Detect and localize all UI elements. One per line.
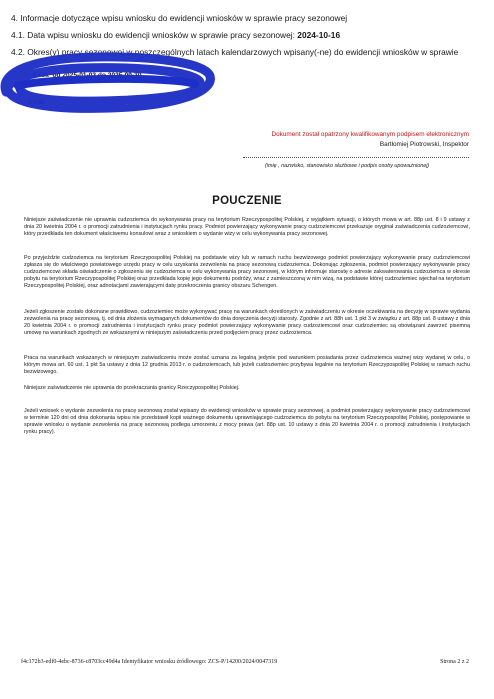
instruction-heading: POUCZENIE [212,195,282,207]
year1-label: 1 rok [33,72,49,79]
section4-date-line [11,30,340,40]
signature-caption: (imię , nazwisko, stanowisko służbowe i podpis osoby upoważnionej) [265,163,430,169]
instruction-paragraph-5: Niniejsze zaświadczenie nie uprawnia do przekraczania granicy Rzeczypospolitej Polskiej. [24,385,240,391]
section4-periods-label: 4.2. Okres(y) pracy sezonowej w poszczególnych latach kalendarzowych wpisany(-ne) do ewidencji wniosków w sprawie [11,47,459,57]
redaction-scribble [0,40,230,118]
instruction-paragraph-3: Jeżeli zgłoszenie zostało dokonane prawidłowo, cudzoziemiec może wykonywać pracę na warunkach określonych w zaświadczeniu w okresie oczekiwania na decyzję w sprawie wydania zezwolenia na pracę sezonową, tj. od dnia złożenia wymaganych dokumentów do dnia doręczenia decyzji starosty. Zgodnie z art. 88h ust. 1 pkt 3 w związku z art. 88p ust. 8 ustawy z dnia 20 kwietnia 2004 r. o promocji zatrudnienia i instytucjach rynku pracy podmiot powierzający wykonywanie pracy cudzoziemcowi oraz cudzoziemiec są obowiązani zawrzeć pisemną umowę na warunkach zgodnych ze wskazanymi w niniejszym zaświadczeniu przed podjęciem pracy przez cudzoziemca. [24,309,470,336]
instruction-paragraph-4: Praca na warunkach wskazanych w niniejszym zaświadczeniu może zostać uznana za legalną jedynie pod warunkiem posiadania przez cudzoziemca ważnej wizy wydanej w celu, o którym mowa art. 60 ust. 1 pkt 5a ustawy z dnia 12 grudnia 2013 r. o cudzoziemcach, lub jeżeli cudzoziemiec przybywa legalnie na terytorium Rzeczypospolitej Polskiej w ramach ruchu bezwizowego. [24,355,470,375]
instruction-paragraph-6: Jeżeli wniosek o wydanie zezwolenia na pracę sezonową został wpisany do ewidencji wniosków w sprawie pracy sezonowej, a podmiot powierzający wykonywanie pracy cudzoziemcowi w terminie 120 dni od dnia dokonania wpisu nie przedstawił kopii ważnego dokumentu uprawniającego cudzoziemca do pobytu na terytorium Rzeczypospolitej Polskiej, postępowanie w sprawie wniosku o wydanie zezwolenia na pracę sezonową podlega umorzeniu z mocy prawa (art. 88p ust. 10 ustawy z dnia 20 kwietnia 2004 r. o promocji zatrudnienia i instytucjach rynku pracy). [24,408,470,435]
footer-identifier: f4c172b3-edf0-4ebc-8736-c8703cc49d4a Identyfikator wniosku źródłowego: ZCS-P/14200/2024/0047319 [21,659,278,665]
section4-title: 4. Informacje dotyczące wpisu wniosku do ewidencji wniosków w sprawie pracy sezonowej [11,13,348,23]
section4-date-value: 2024-10-16 [297,30,341,40]
signature-line [243,157,469,158]
year3-label: 3 rok [28,99,44,106]
section4-date-label: 4.1. Data wpisu wniosku do ewidencji wniosków w sprawie pracy sezonowej: [11,30,298,40]
instruction-paragraph-1: Niniejsze zaświadczenie nie uprawnia cudzoziemca do wykonywania pracy na terytorium Rzeczypospolitej Polskiej, z wyjątkiem sytuacji, o których mowa w art. 88p ust. 8 i 9 ustawy z dnia 20 kwietnia 2004 r. o promocji zatrudnienia i instytucjach rynku pracy. Podmiot powierzający wykonywanie pracy cudzoziemcowi przekazuje oryginał zaświadczenia cudzoziemcowi, który przedkłada ten dokument właściwemu konsulowi wraz z wnioskiem o wydanie wizy w celu wykonywania pracy sezonowej. [24,217,470,237]
instruction-paragraph-2: Po przyjeździe cudzoziemca na terytorium Rzeczypospolitej Polskiej na podstawie wizy lub w ramach ruchu bezwizowego podmiot powierzający wykonywanie pracy cudzoziemcowi zgłasza się do właściwego powiatowego urzędu pracy w celu uzyskania zezwolenia na pracę sezonową cudzoziemca. Dokonując zgłoszenia, podmiot powierzający wykonywanie pracy cudzoziemcowi składa oświadczenie o zgłoszeniu się cudzoziemca w celu wykonywania pracy sezonowej, w którym informuje starostę o adresie zakwaterowania cudzoziemca w okresie pobytu na terytorium Rzeczypospolitej Polskiej oraz przedkłada kopię jego dokumentu podróży, wraz z zamieszczoną w nim wizą, na podstawie której cudzoziemiec wjechał na terytorium Rzeczypospolitej Polskiej, oraz adnotacjami zawierającymi datę przekroczenia granicy obszaru Schengen. [24,255,470,289]
footer-page-number: Strona 2 z 2 [440,659,469,665]
year1-value: od 2025-01-03 do 2025-09-30 [52,72,142,79]
signature-status: Dokument został opatrzony kwalifikowanym podpisem elektronicznym [271,131,469,138]
signature-signer: Bartłomiej Piotrowski, Inspektor [379,141,469,148]
